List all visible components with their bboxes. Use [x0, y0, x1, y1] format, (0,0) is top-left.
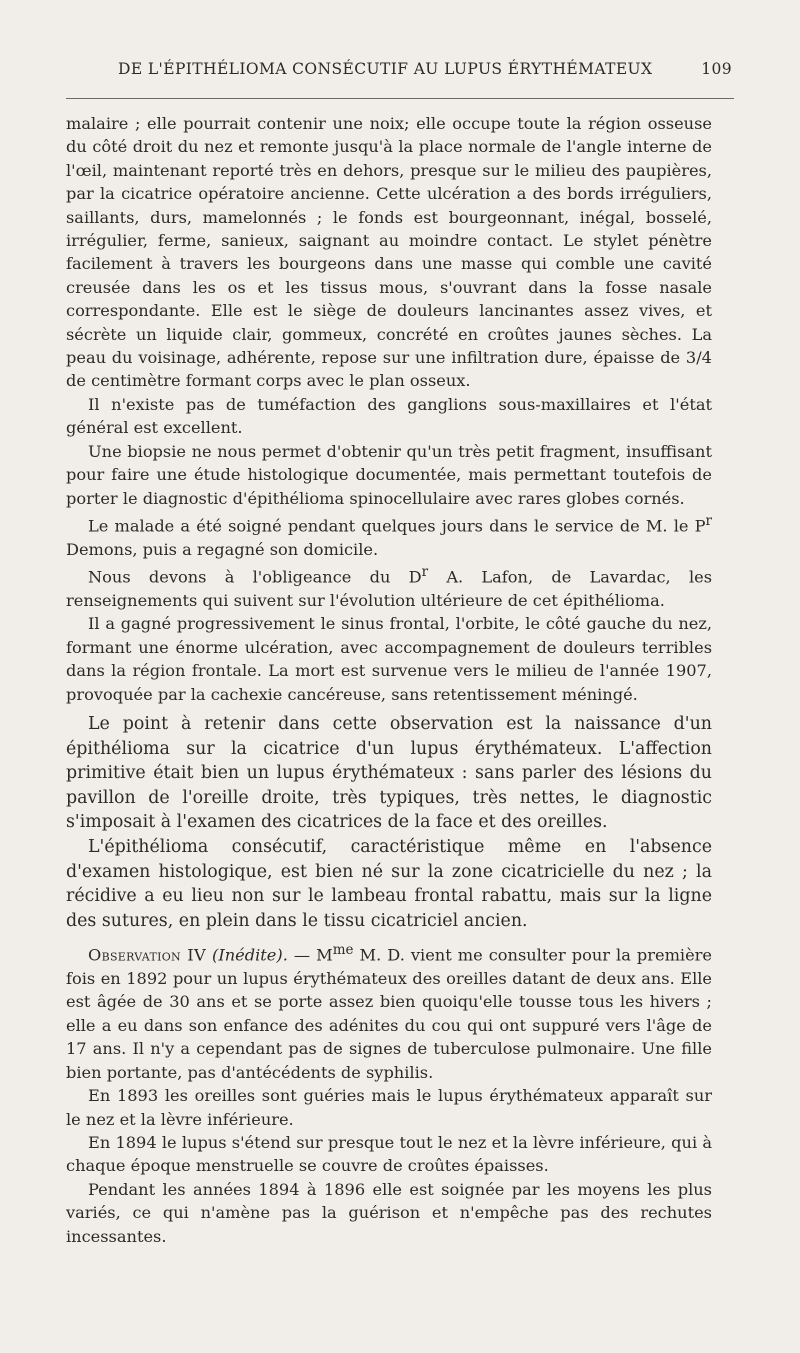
text-run: Le malade a été soigné pendant quelques jours dans le service de M. le P	[88, 516, 706, 536]
text-run: A. Lafon, de Lavardac, les renseignements qui suivent sur l'évolution ultérieure de cet épithélioma.	[66, 567, 713, 610]
superscript: r	[705, 512, 712, 529]
running-title: DE L'ÉPITHÉLIOMA CONSÉCUTIF AU LUPUS ÉRYTHÉMATEUX	[118, 60, 653, 78]
paragraph: Une biopsie ne nous permet d'obtenir qu'un très petit fragment, insuffisant pour faire une étude histologique documentée, mais permettant toutefois de porter le diagnostic d'épithélioma spinocellulaire avec rares globes cornés.	[66, 441, 712, 508]
text-run: M. D. vient me consulter pour la première fois en 1892 pour un lupus érythémateux des oreilles datant de deux ans. Elle est âgée de 30 ans et se porte assez bien quoiqu'elle tousse tous les hivers ; elle a eu dans son enfance des adénites du cou qui ont suppuré vers l'âge de 17 ans. Il n'y a cependant pas de signes de tuberculose pulmonaire. Une fille bien portante, pas d'antécédents de syphilis.	[66, 945, 712, 1082]
paragraph: Il n'existe pas de tuméfaction des ganglions sous-maxillaires et l'état général est excellent.	[66, 394, 712, 438]
observation-paragraph	[66, 939, 712, 1084]
paragraph: L'épithélioma consécutif, caractéristique même en l'absence d'examen histologique, est bien né sur la zone cicatricielle du nez ; la récidive a eu lieu non sur le lambeau frontal rabattu, mais sur la ligne des sutures, en plein dans le tissu cicatriciel ancien.	[66, 836, 712, 931]
running-head	[66, 60, 734, 94]
observation-note: (Inédite).	[212, 945, 288, 965]
header-rule	[66, 98, 734, 99]
page-body	[66, 112, 712, 1248]
commentary-block	[66, 712, 712, 933]
text-run: Nous devons à l'obligeance du D	[88, 567, 422, 587]
paragraph: Le point à retenir dans cette observation est la naissance d'un épithélioma sur la cicatrice d'un lupus érythémateux. L'affection primitive était bien un lupus érythémateux : sans parler des lésions du pavillon de l'oreille droite, très typiques, très nettes, le diagnostic s'imposait à l'examen des cicatrices de la face et des oreilles.	[66, 713, 712, 833]
observation-label: Observation IV	[88, 945, 206, 965]
text-run: Demons, puis a regagné son domicile.	[66, 539, 379, 559]
paragraph: En 1894 le lupus s'étend sur presque tout le nez et la lèvre inférieure, qui à chaque époque menstruelle se couvre de croûtes épaisses.	[66, 1132, 712, 1176]
paragraph: En 1893 les oreilles sont guéries mais le lupus érythémateux apparaît sur le nez et la lèvre inférieure.	[66, 1086, 712, 1129]
page-number: 109	[701, 60, 732, 78]
paragraph: Il a gagné progressivement le sinus frontal, l'orbite, le côté gauche du nez, formant une énorme ulcération, avec accompagnement de douleurs terribles dans la région frontale. La mort est survenue vers le milieu de l'année 1907, provoquée par la cachexie cancéreuse, sans retentissement méningé.	[66, 614, 712, 704]
paragraph	[66, 561, 712, 612]
superscript: me	[332, 942, 354, 959]
text-run: — M	[287, 945, 333, 965]
paragraph	[66, 510, 712, 561]
superscript: r	[421, 564, 429, 581]
paragraph: malaire ; elle pourrait contenir une noix; elle occupe toute la région osseuse du côté droit du nez et remonte jusqu'à la place normale de l'angle interne de l'œil, maintenant reporté très en dehors, presque sur le milieu des paupières, par la cicatrice opératoire ancienne. Cette ulcération a des bords irréguliers, saillants, durs, mamelonnés ; le fonds est bourgeonnant, inégal, bosselé, irrégulier, ferme, sanieux, saignant au moindre contact. Le stylet pénètre facilement à travers les bourgeons dans une masse qui comble une cavité creusée dans les os et les tissus mous, s'ouvrant dans la fosse nasale correspondante. Elle est le siège de douleurs lancinantes assez vives, et sécrète un liquide clair, gommeux, concrété en croûtes jaunes sèches. La peau du voisinage, adhérente, repose sur une infiltration dure, épaisse de 3/4 de centimètre formant corps avec le plan osseux.	[66, 114, 712, 391]
paragraph: Pendant les années 1894 à 1896 elle est soignée par les moyens les plus variés, ce qui n'amène pas la guérison et n'empêche pas des rechutes incessantes.	[66, 1179, 712, 1246]
